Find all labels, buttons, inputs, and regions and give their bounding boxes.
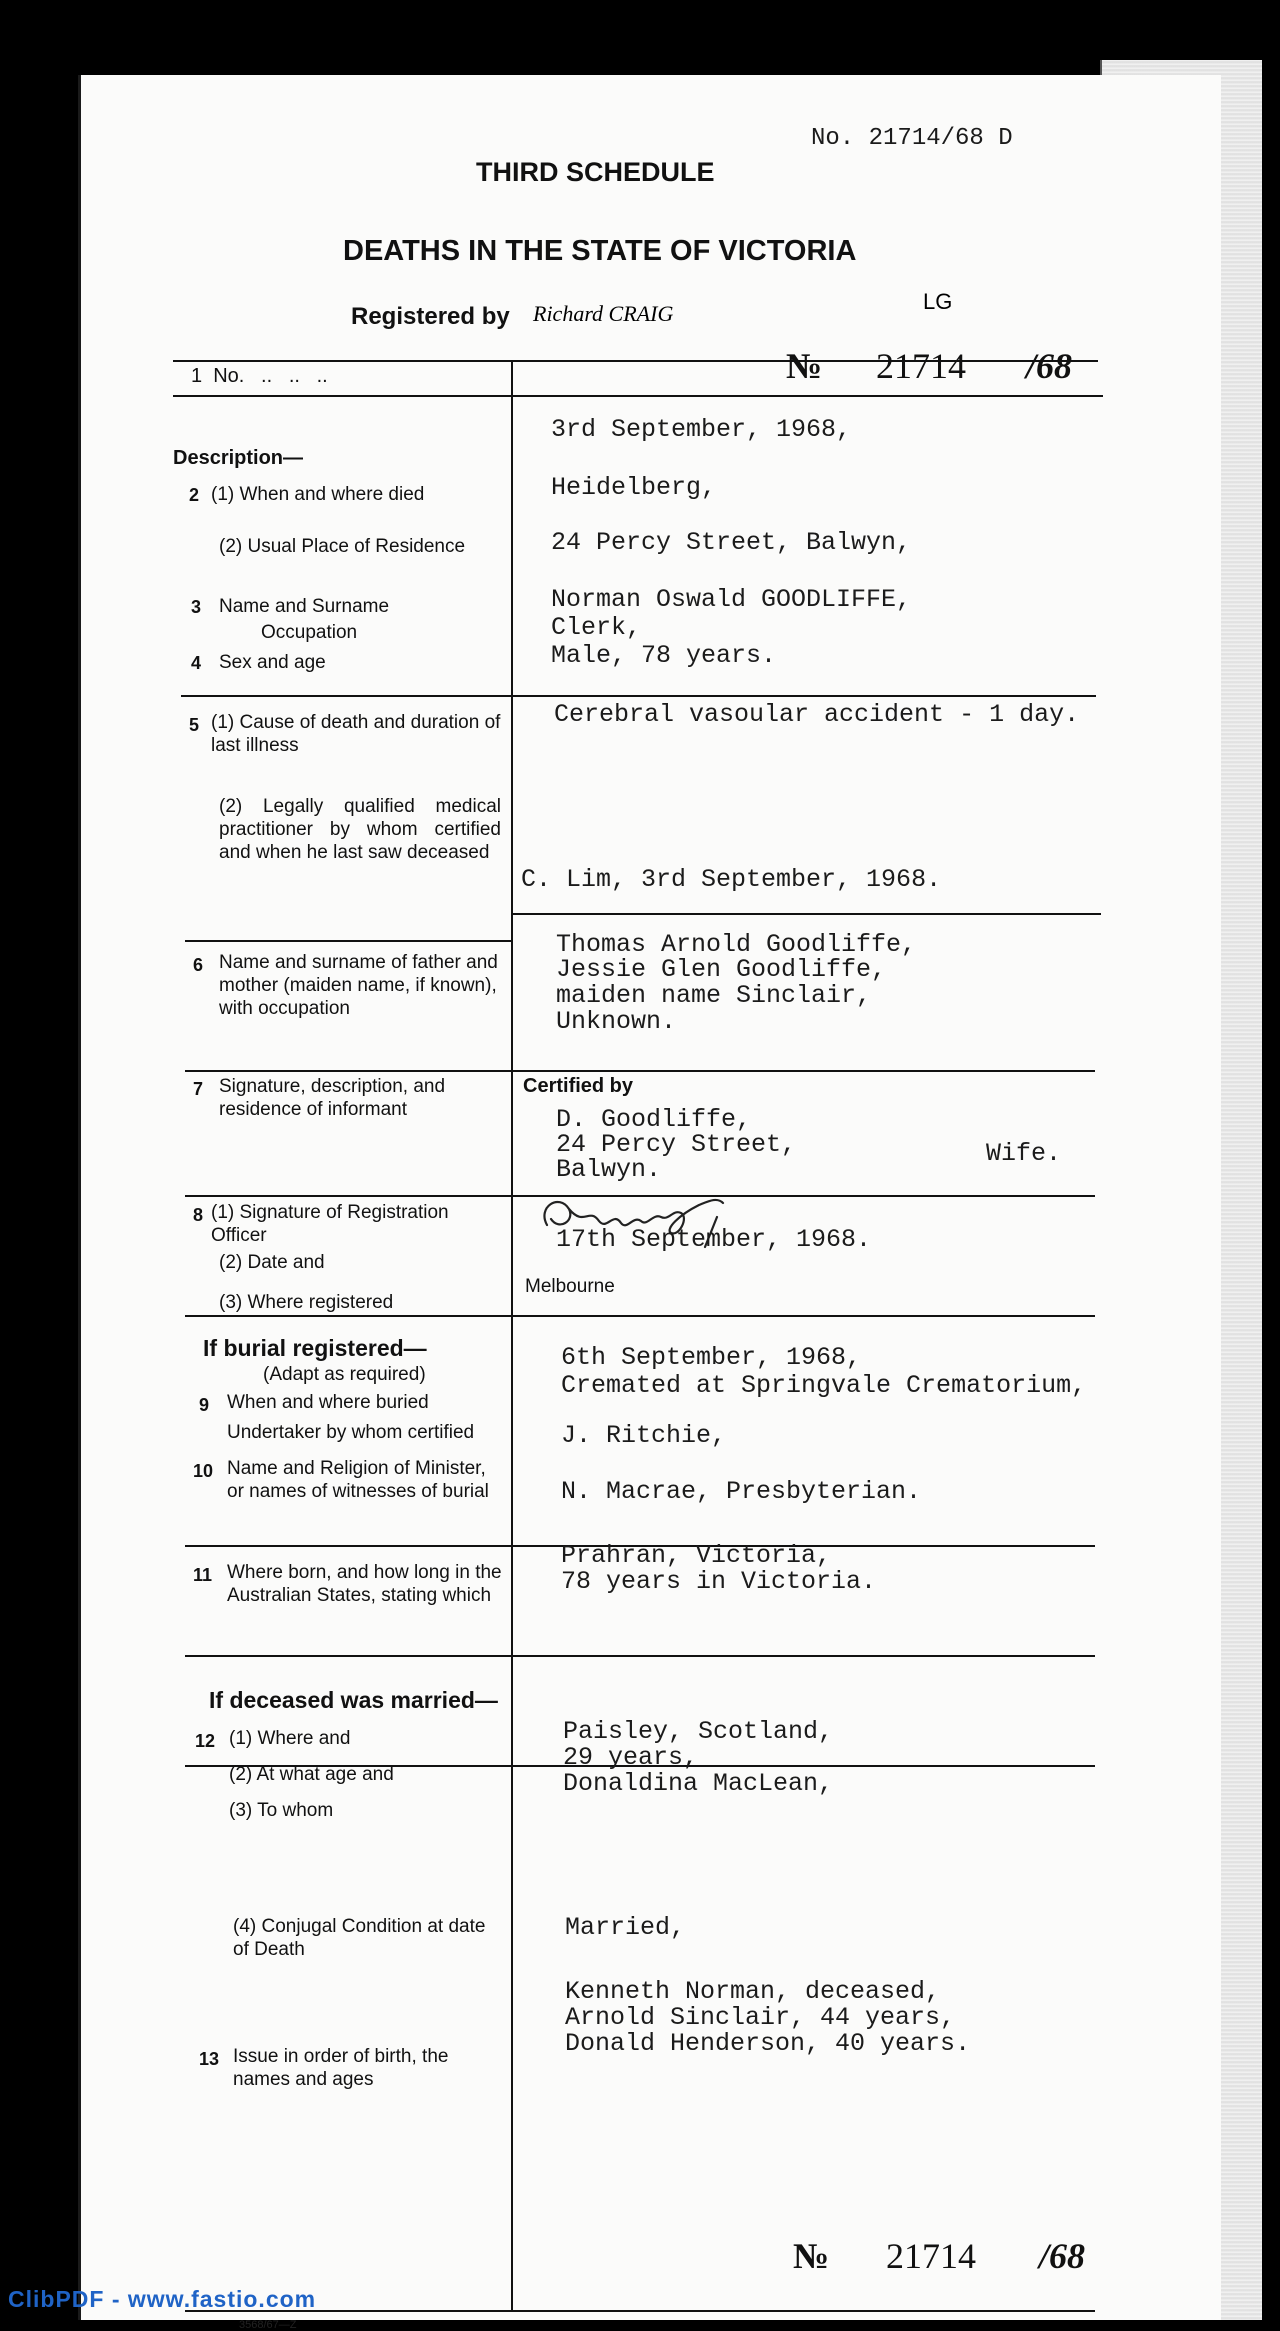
label-undertaker: Undertaker by whom certified: [227, 1422, 475, 1443]
item-number-4: 4: [191, 653, 202, 673]
value-name: Norman Oswald GOODLIFFE,: [551, 585, 912, 614]
watermark-text: ClibPDF - www.fastio.com: [8, 2286, 317, 2312]
label-reg-date: (2) Date and: [219, 1252, 325, 1273]
value-conjugal-condition: Married,: [565, 1913, 686, 1942]
item-number-13: 13: [199, 2049, 220, 2069]
rule-1: [173, 395, 1103, 397]
rule-3a: [511, 913, 1101, 915]
registrar-name: Richard CRAIG: [533, 301, 674, 326]
item-number-5: 5: [189, 715, 200, 735]
rule-bottom: [185, 2310, 1095, 2312]
value-parent-occupation: Unknown.: [556, 1007, 677, 1036]
value-married-where: Paisley, Scotland,: [563, 1717, 834, 1746]
value-father: Thomas Arnold Goodliffe,: [556, 930, 917, 959]
column-divider: [511, 360, 513, 2310]
label-description: Description—: [173, 447, 304, 469]
label-to-whom: (3) To whom: [229, 1800, 334, 1821]
value-undertaker: J. Ritchie,: [561, 1421, 727, 1450]
label-usual-residence: (2) Usual Place of Residence: [219, 536, 466, 557]
footer-no-symbol: №: [793, 2236, 830, 2276]
entry-no-symbol: №: [786, 346, 823, 386]
label-minister: Name and Religion of Minister, or names of witnesses of burial: [227, 1458, 489, 1502]
value-practitioner: C. Lim, 3rd September, 1968.: [521, 865, 942, 894]
item-number-12: 12: [195, 1731, 216, 1751]
rule-4: [185, 1070, 1095, 1072]
value-cause: Cerebral vasoular accident - 1 day.: [554, 700, 1080, 729]
label-issue: Issue in order of birth, the names and ages: [233, 2046, 449, 2090]
value-born-years: 78 years in Victoria.: [561, 1567, 877, 1596]
label-when-where-died: (1) When and where died: [211, 484, 425, 505]
label-practitioner: (2) Legally qualified medical practitioner by whom certified and when he last saw deceased: [219, 796, 501, 863]
value-residence: 24 Percy Street, Balwyn,: [551, 528, 912, 557]
value-informant-name: D. Goodliffe,: [556, 1105, 752, 1134]
death-certificate-page: [78, 75, 1221, 2331]
entry-no-year: /68: [1026, 346, 1073, 386]
label-married-section: If deceased was married—: [209, 1687, 498, 1713]
certified-by-label: Certified by: [523, 1075, 634, 1097]
value-informant-street: 24 Percy Street,: [556, 1130, 797, 1159]
item-number-6: 6: [193, 955, 204, 975]
label-when-where-buried: When and where buried: [227, 1392, 429, 1413]
item-number-10: 10: [193, 1461, 214, 1481]
print-code: 3568/67—Z: [239, 2319, 297, 2331]
label-where-born: Where born, and how long in the Australian States, stating which: [227, 1562, 502, 1606]
value-burial-date: 6th September, 1968,: [561, 1343, 862, 1372]
label-informant: Signature, description, and residence of informant: [219, 1076, 446, 1120]
item-number-2: 2: [189, 485, 200, 505]
value-burial-place: Cremated at Springvale Crematorium,: [561, 1371, 1087, 1400]
label-parents: Name and surname of father and mother (maiden name, if known), with occupation: [219, 952, 498, 1019]
value-mother: Jessie Glen Goodliffe,: [556, 955, 887, 984]
label-burial-section: If burial registered—: [203, 1335, 427, 1361]
item-number-9: 9: [199, 1395, 210, 1415]
label-entry-no: 1 No. .. .. ..: [191, 365, 328, 387]
value-date-died: 3rd September, 1968,: [551, 415, 852, 444]
item-number-7: 7: [193, 1079, 204, 1099]
item-number-11: 11: [193, 1565, 213, 1585]
item-number-3: 3: [191, 597, 202, 617]
form-number: No. 21714/68 D: [811, 125, 1013, 152]
label-adapt: (Adapt as required): [263, 1364, 426, 1385]
label-age-married: (2) At what age and: [229, 1764, 394, 1785]
value-informant-relation: Wife.: [986, 1139, 1062, 1168]
rule-2: [181, 695, 1096, 697]
label-conjugal-condition: (4) Conjugal Condition at date of Death: [233, 1916, 486, 1960]
registrar-initials: LG: [923, 289, 953, 314]
value-born: Prahran, Victoria,: [561, 1541, 832, 1570]
value-issue-3: Donald Henderson, 40 years.: [565, 2029, 971, 2058]
value-married-age: 29 years,: [563, 1743, 699, 1772]
rule-3b: [185, 940, 513, 942]
item-number-8: 8: [193, 1205, 204, 1225]
footer-no-value: 21714: [886, 2236, 976, 2276]
schedule-title: THIRD SCHEDULE: [476, 157, 715, 187]
value-minister: N. Macrae, Presbyterian.: [561, 1477, 922, 1506]
label-reg-place: (3) Where registered: [219, 1292, 394, 1313]
entry-no-value: 21714: [876, 346, 966, 386]
value-occupation: Clerk,: [551, 613, 642, 642]
label-cause-of-death: (1) Cause of death and duration of last illness: [211, 712, 501, 756]
footer-no-year: /68: [1039, 2236, 1086, 2276]
document-title: DEATHS IN THE STATE OF VICTORIA: [343, 235, 857, 267]
registered-by-label: Registered by: [351, 303, 510, 330]
value-sex-age: Male, 78 years.: [551, 641, 777, 670]
label-occupation: Occupation: [261, 622, 358, 643]
value-issue-2: Arnold Sinclair, 44 years,: [565, 2003, 956, 2032]
value-place-died: Heidelberg,: [551, 473, 717, 502]
label-sex-age: Sex and age: [219, 652, 326, 673]
value-registration-place: Melbourne: [525, 1276, 615, 1297]
rule-8: [185, 1655, 1095, 1657]
value-maiden-name: maiden name Sinclair,: [556, 981, 872, 1010]
rule-6: [185, 1315, 1095, 1317]
label-name-surname: Name and Surname: [219, 596, 390, 617]
label-registration-officer: (1) Signature of Registration Officer: [211, 1202, 449, 1246]
value-married-whom: Donaldina MacLean,: [563, 1769, 834, 1798]
value-issue-1: Kenneth Norman, deceased,: [565, 1977, 941, 2006]
value-informant-suburb: Balwyn.: [556, 1155, 662, 1184]
label-where-married: (1) Where and: [229, 1728, 351, 1749]
value-registration-date: 17th September, 1968.: [556, 1225, 872, 1254]
